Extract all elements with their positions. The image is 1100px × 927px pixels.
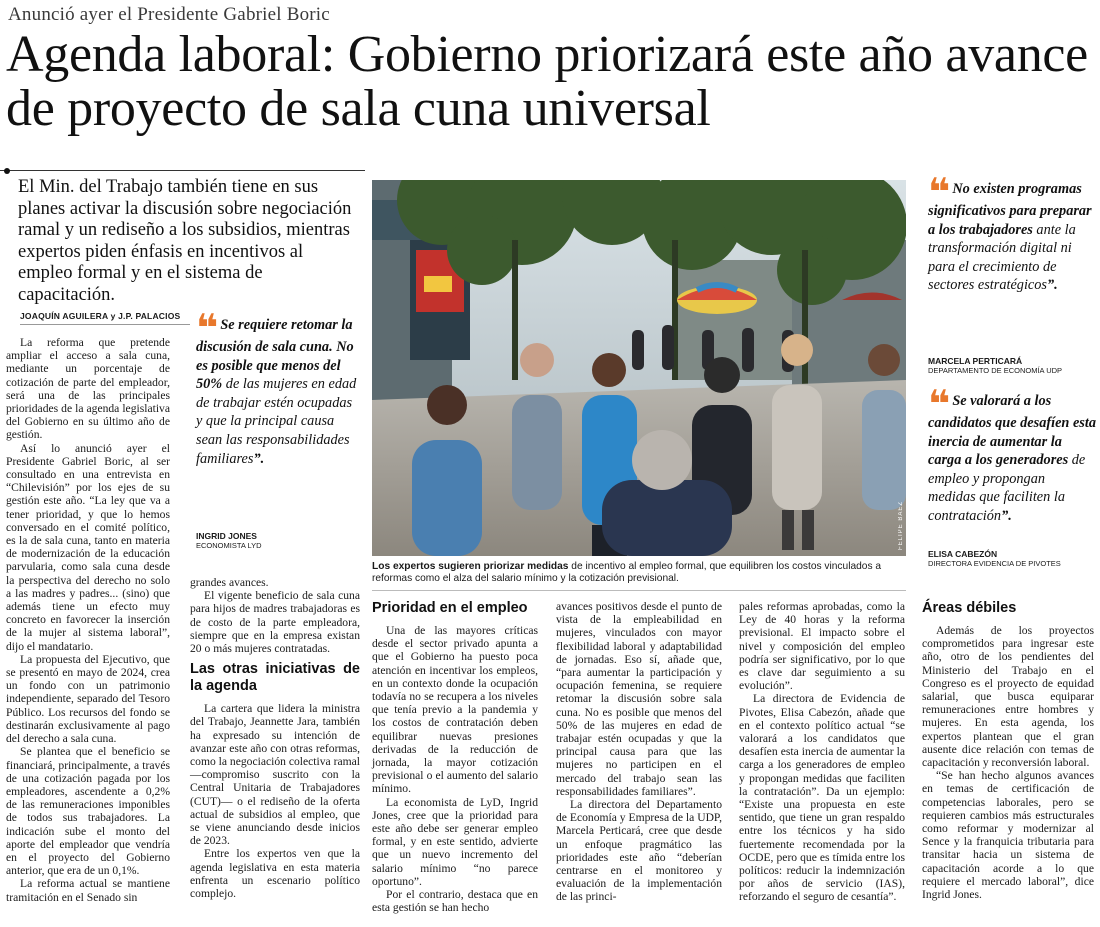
paragraph: Entre los expertos ven que la agenda legislativa en esta materia enfrenta un escenario político complejo. bbox=[190, 847, 360, 901]
caption-text: de incentivo al empleo formal, que equilibren los costos vinculados a reformas como el alza del salario mínimo y la cotización previsional. bbox=[372, 561, 882, 584]
quote-mark-icon: ❝ bbox=[928, 170, 947, 214]
deck-top-rule bbox=[0, 170, 365, 171]
quote-bold-text: No existen programas significativos para preparar a los trabajadores bbox=[928, 181, 1092, 238]
paragraph: Así lo anunció ayer el Presidente Gabriel Boric, al ser consultado en una entrevista en “Chilevisión” por los ejes de su gestión este año. “La ley que va a tener prioridad, y que lo hemos conversado en el comité político, es la de sala cuna, tanto en materia de modernización de la educación parvularia, como sala cuna desde la perspectiva del derecho no solo a las madres y padres... (sino) que además tiene un efecto muy concreto en favorecer la inserción de la mujer al sistema laboral”, dijo el mandatario. bbox=[6, 441, 170, 653]
caption-rule bbox=[372, 590, 906, 591]
quote-author: INGRID JONES bbox=[196, 531, 257, 541]
quote-mark-icon: ❝ bbox=[928, 382, 947, 426]
subheading-otras-iniciativas: Las otras iniciativas de la agenda bbox=[190, 661, 360, 695]
photo-credit: FELIPE BAEZ bbox=[898, 500, 904, 550]
paragraph: avances positivos desde el punto de vista de la empleabilidad en mujeres, vinculados con mayor flexibilidad laboral y adaptabilidad de jornadas. Eso sí, añade que, “para aumentar la participación y ocupación femenina, se requiere retomar la discusión sobre sala cuna. No es posible que menos del 50% de las mujeres en edad de trabajar estén ocupadas y que la principal causa para que las mujeres no participen en el mercado del trabajo sean las responsabilidades familiares”. bbox=[556, 600, 722, 798]
paragraph: La directora de Evidencia de Pivotes, Elisa Cabezón, añade que en el contexto político actual “se valorará a los candidatos que desafíen esta inercia de aumentar la carga a los generadores de empleo y propongan medidas que faciliten la contratación”. Da un ejemplo: “Existe una propuesta en este sentido, que tiene un gran respaldo entre los técnicos y ha sido fuertemente recomendada por la OCDE, pero que es tímida entre los políticos: reducir la indemnización por años de servicio (IAS), reforzando el seguro de cesantía”. bbox=[739, 692, 905, 904]
quote-text: de las mujeres en edad de trabajar estén ocupadas y que la principal causa sean las responsabilidades familiares bbox=[196, 376, 357, 467]
paragraph: La economista de LyD, Ingrid Jones, cree que la prioridad para este año debe ser generar empleo formal, y en este sentido, advierte que un nuevo incremento del salario mínimo “no parece oportuno”. bbox=[372, 795, 538, 888]
quote-attribution-perticara bbox=[928, 356, 1062, 376]
quote-text: ante la transformación digital ni para el crecimiento de sectores estratégicos bbox=[928, 221, 1076, 294]
paragraph: Se plantea que el beneficio se financiará, principalmente, a través de una cotización pagada por los empleadores, ascendente a 0,2% de las remuneraciones imponibles de todos sus trabajadores. La indicación sube el monto del aporte del empleador que vendría en el proyecto del Gobierno anterior, que era de un 0,1%. bbox=[6, 745, 170, 878]
paragraph: pales reformas aprobadas, como la Ley de 40 horas y la reforma previsional. El impacto sobre el nivel y composición del empleo podría ser significativo, por lo que es clave dar seguimiento a su evolución”. bbox=[739, 600, 905, 693]
quote-bold-text: Se valorará a los candidatos que desafíen esta inercia de aumentar la carga a los generadores bbox=[928, 393, 1096, 469]
paragraph: grandes avances. bbox=[190, 576, 269, 589]
quote-author-role: DIRECTORA EVIDENCIA DE PIVOTES bbox=[928, 559, 1061, 568]
section-dot bbox=[4, 168, 10, 174]
body-column-5 bbox=[739, 600, 905, 904]
quote-attribution-jones bbox=[196, 531, 262, 551]
subheading-areas-debiles: Áreas débiles bbox=[922, 600, 1017, 616]
paragraph: La reforma que pretende ampliar el acceso a sala cuna, mediante un porcentaje de cotización de parte del empleador, será una de las principales prioridades de la agenda legislativa del Gobierno en su último año de gestión. bbox=[6, 336, 170, 442]
body-column-3 bbox=[372, 596, 538, 914]
body-column-1 bbox=[6, 336, 170, 904]
pull-quote-jones bbox=[196, 306, 360, 468]
kicker: Anunció ayer el Presidente Gabriel Boric bbox=[8, 4, 330, 25]
paragraph: Además de los proyectos comprometidos para ingresar este año, otro de los pendientes del Ministerio del Trabajo en el Congreso es el proyecto de equidad salarial, que busca equiparar remuneraciones entre hombres y mujeres. En esta agenda, los expertos plantean que el gran ausente dice relación con temas de capacitación y reconversión laboral. bbox=[922, 624, 1094, 770]
body-column-2 bbox=[190, 576, 360, 900]
quote-author-role: ECONOMISTA LYD bbox=[196, 541, 262, 550]
deck-subheadline: El Min. del Trabajo también tiene en sus planes activar la discusión sobre negociación ramal y un rediseño a los subsidios, mientras expertos piden énfasis en incentivos al empleo formal y en el sistema de capacitación. bbox=[18, 177, 352, 305]
paragraph: La reforma actual se mantiene tramitación en el Senado sin bbox=[6, 877, 170, 904]
paragraph: La directora del Departamento de Economía y Empresa de la UDP, Marcela Perticará, cree que desde un enfoque pragmático las prioridades este año “deberían centrarse en el monitoreo y evaluación de la implementación de las princi- bbox=[556, 798, 722, 904]
photo-caption bbox=[372, 561, 906, 585]
byline: JOAQUÍN AGUILERA y J.P. PALACIOS bbox=[20, 311, 181, 321]
quote-author-role: DEPARTAMENTO DE ECONOMÍA UDP bbox=[928, 366, 1063, 375]
pull-quote-perticara bbox=[928, 170, 1096, 295]
paragraph: Una de las mayores críticas desde el sector privado apunta a que el Gobierno ha puesto poca atención en incentivar los empleos, en un contexto donde la ocupación todavía no se recupera a los niveles que tenía previo a la pandemia y los costos de contratación deben equilibrar nuevas presiones derivadas de la reducción de jornada, la mayor cotización previsional o el aumento del salario mínimo. bbox=[372, 624, 538, 796]
quote-end: ”. bbox=[253, 450, 265, 467]
quote-text: de empleo y propongan medidas que faciliten la contratación bbox=[928, 452, 1086, 524]
street-photo bbox=[372, 180, 906, 556]
quote-author: ELISA CABEZÓN bbox=[928, 549, 998, 559]
quote-bold-text: Se requiere retomar la discusión de sala cuna. No es posible que menos del 50% bbox=[196, 317, 354, 393]
subheading-prioridad-empleo: Prioridad en el empleo bbox=[372, 600, 528, 616]
paragraph: La propuesta del Ejecutivo, que se presentó en mayo de 2024, crea un fondo con un patrimonio independiente, separado del Tesoro Público. Los recursos del fondo se destinarán exclusivamente al pago del derecho a sala cuna. bbox=[6, 652, 170, 746]
street-scene-illustration bbox=[372, 180, 906, 556]
paragraph: La cartera que lidera la ministra del Trabajo, Jeannette Jara, también ha expresado su intención de avanzar este año con otras reformas, como la negociación colectiva ramal —compromiso suscrito con la Central Unitaria de Trabajadores (CUT)— o el rediseño de la oferta actual de subsidios al empleo, que se viene anunciando desde inicios de 2023. bbox=[190, 702, 360, 848]
quote-author: MARCELA PERTICARÁ bbox=[928, 356, 1023, 366]
pull-quote-cabezon bbox=[928, 382, 1096, 526]
body-column-4 bbox=[556, 600, 722, 904]
headline: Agenda laboral: Gobierno priorizará este año avance de proyecto de sala cuna universal bbox=[6, 26, 1088, 137]
quote-mark-icon: ❝ bbox=[196, 306, 215, 350]
paragraph: El vigente beneficio de sala cuna para hijos de madres trabajadoras es de costo de la parte empleadora, siempre que en la empresa existan 20 o más mujeres contratadas. bbox=[190, 589, 360, 656]
quote-end: ”. bbox=[1046, 277, 1058, 294]
byline-rule bbox=[20, 324, 190, 325]
paragraph: Por el contrario, destaca que en esta gestión se han hecho bbox=[372, 888, 538, 915]
body-column-6 bbox=[922, 596, 1094, 901]
quote-attribution-cabezon bbox=[928, 549, 1061, 569]
quote-end: ”. bbox=[1001, 507, 1012, 524]
paragraph: “Se han hecho algunos avances en temas de certificación de competencias laborales, pero se requieren cambios más estructurales como reformar y modernizar al Sence y la franquicia tributaria para transitar hacia un sistema de capacitación acorde a lo que requiere el mercado laboral”, dice Ingrid Jones. bbox=[922, 769, 1094, 902]
caption-bold: Los expertos sugieren priorizar medidas bbox=[372, 561, 569, 572]
